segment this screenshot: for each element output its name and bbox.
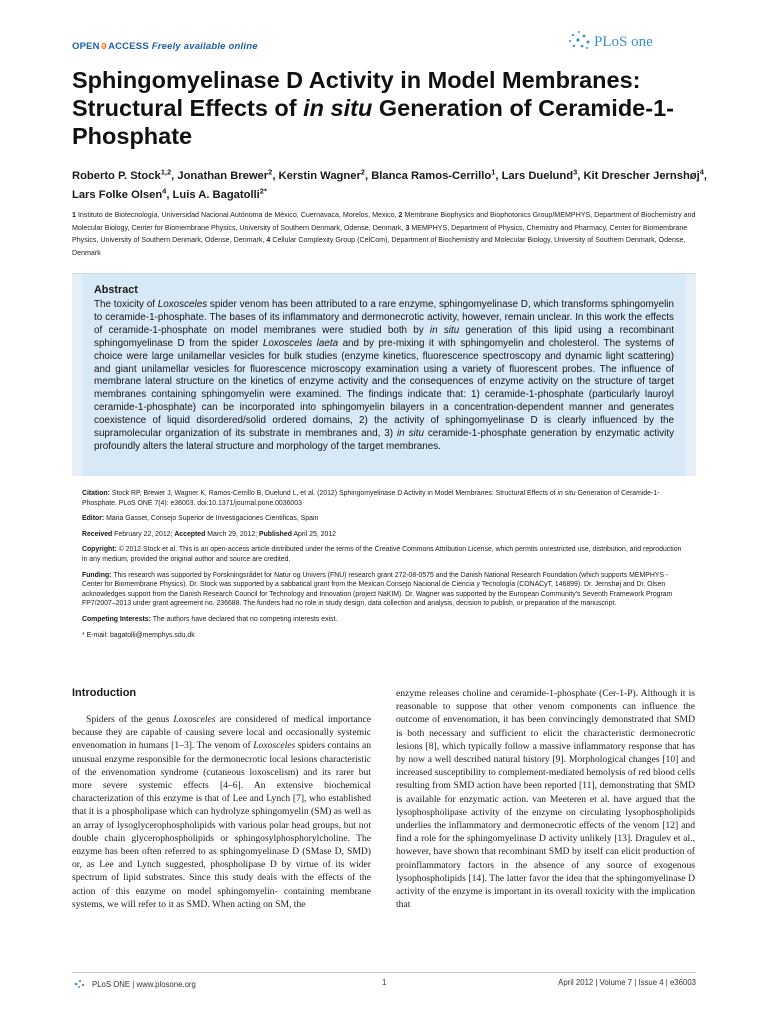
plos-mini-logo-icon [72,978,88,990]
svg-text:PLoS one: PLoS one [594,34,653,50]
competing-interests: Competing Interests: The authors have declared that no competing interests exist. [82,615,338,623]
abstract-heading: Abstract [94,284,138,296]
corresponding-email[interactable]: * E-mail: bagatolli@memphys.sdu.dk [82,631,195,639]
abstract-text: The toxicity of Loxosceles spider venom has been attributed to a rare enzyme, sphingomyelinase D, which transforms sphingomyelin to ceramide-1-phosphate. The bases of its inflammatory and dermonecrotic activity, however, remain unclear. In this work the effects of ceramide-1-phosphate on model membranes were studied both by in situ generation of this lipid using a recombinant sphingomyelinase D from the spider Loxosceles laeta and by pre-mixing it with sphingomyelin and cholesterol. The systems of choice were large unilamellar vesicles for bulk studies (enzyme kinetics, fluorescence spectroscopy and dynamic light scattering) and giant unilamellar vesicles for fluorescence microscopy examination using a variety of fluorescent probes. The influence of membrane lateral structure on the kinetics of enzyme activity and the consequences of enzyme activity on the structure of target membranes containing sphingomyelin were examined. The findings indicate that: 1) ceramide-1-phosphate (particularly lauroyl ceramide-1-phosphate) can be incorporated into sphingomyelin bilayers in a concentration-dependent manner and generates coexistence of liquid disordered/solid ordered domains, 2) the activity of sphingomyelinase D is clearly influenced by the supramolecular organization of its substrate in membranes and, 3) in situ ceramide-1-phosphate generation by enzymatic activity profoundly alters the lateral structure and morphology of the target membranes. [94,299,675,452]
footer-divider [72,972,696,973]
abstract-box [72,273,696,646]
open-access-banner [72,40,258,52]
footer-journal [72,978,196,990]
plos-one-logo [560,26,710,58]
dates: Received February 22, 2012; Accepted March 29, 2012; Published April 25, 2012 [82,530,336,538]
article-title [72,66,712,150]
introduction-heading: Introduction [72,687,137,699]
freely-available-label: Freely available online [151,41,258,52]
citation: Citation: Stock RP, Brewer J, Wagner K, Ramos-Cerrillo B, Duelund L, et al. (2012) Sphingomyelinase D Activity in Model Membranes: Structural Effects of in situ Generation of Ceramide-1-Phosphate. PLoS ONE 7(4): e36003. doi:10.1371/journal.pone.0036003 [82,490,660,507]
editor: Editor: Maria Gasset, Consejo Superior de Investigaciones Cientificas, Spain [82,515,319,523]
page-number: 1 [382,978,387,987]
body-column-left: Spiders of the genus Loxosceles are considered of medical importance because they are capable of causing severe local and occasionally systemic envenomation in humans [1–3]. The venom of Loxosceles spiders contains an unusual enzyme responsible for the dermonecrotic local lesions characteristic of the envenomation syndrome (cutaneous loxoscelism) and its rarer but more severe systemic effects [4–6]. An extensive biochemical characterization of this enzyme is that of Lee and Lynch [7], who established that it is a phospholipase which can hydrolyze sphingomyelin (SM) as well as an array of lysoglycerophospholipids with various polar head groups, but not double chain glycerophospholipids or sphingosylphosphorylcholine. The enzyme has been often referred to as sphingomyelinase D (SMase D, SMD) or, as Lee and Lynch suggested, phospholipase D by virtue of its wider spectrum of lipid substrates. Since this study deals with the effects of the action of this enzyme on model sphingomyelin- containing membrane systems, we will refer to it as SMD. When acting on SM, the [72,714,372,910]
title-line-3: Phosphate [72,123,193,149]
open-lock-icon: ə [100,40,108,52]
access-label: ACCESS [108,41,149,52]
title-line-1: Sphingomyelinase D Activity in Model Membranes: [72,67,641,93]
article-metadata [72,476,696,647]
journal-website-link[interactable]: PLoS ONE | www.plosone.org [92,979,196,989]
open-label: OPEN [72,41,100,52]
affiliations: 1 Instituto de Biotecnología, Universidad Nacional Autónoma de México, Cuernavaca, Morelos, Mexico, 2 Membrane Biophysics and Biophotonics Group/MEMPHYS, Department of Biochemistry and Molecular Biology, Center for Biomembrane Physics, University of Southern Denmark, Odense, Denmark, 3 MEMPHYS, Department of Physics, Chemistry and Pharmacy, Center for Biomembrane Physics, University of Southern Denmark, Odense, Denmark, 4 Cellular Complexity Group (CelCom), Department of Biochemistry and Molecular Biology, University of Southern Denmark, Odense, Denmark [72,211,696,257]
funding: Funding: This research was supported by Forskningsrådet for Natur og Univers (FNU) research grant 272-08-0575 and the Danish National Research Foundation (which supports MEMPHYS - Center for Biomembrane Physics). Dr. Stock was supported by a sabbatical grant from the Mexican Consejo Nacional de Ciencia y Tecnología (CONACyT, 146899). Dr. Jernshøj and Dr. Olsen acknowledges support from the Danish Research Council for Technology and Innovation (project NaKIM). Dr. Wagner was supported by the European Community's Seventh Framework Program FP7/2007–2013 under grant agreement no. 236688. The funders had no role in study design, data collection and analysis, decision to publish, or preparation of the manuscript. [82,571,673,608]
journal-header [72,36,710,56]
author-list: Roberto P. Stock$^{1,2}$, Jonathan Brewer$^2$, Kerstin Wagner$^2$, Blanca Ramos-Cerrillo$^1$, Lars Duelund$^3$, Kit Drescher Jernshøj$^4$, Lars Folke Olsen$^4$, Luis A. Bagatolli$^{2*}$ [72,167,708,201]
footer-issue-info: April 2012 | Volume 7 | Issue 4 | e36003 [558,978,696,987]
copyright: Copyright: © 2012 Stock et al. This is an open-access article distributed under the terms of the Creative Commons Attribution License, which permits unrestricted use, distribution, and reproduction in any medium, provided the original author and source are credited. [82,546,682,563]
title-line-2: Structural Effects of in situ Generation of Ceramide-1- [72,95,674,121]
body-column-right: enzyme releases choline and ceramide-1-phosphate (Cer-1-P). Although it is reasonable to suppose that other venom components can influence the outcome of envenomation, it has been convincingly demonstrated that SMD is both necessary and sufficient to elicit the characteristic dermonecrotic lesions [8], which typically follow a massive inflammatory response that has by now a well described natural history [9]. Morphological changes [10] and increased susceptibility to complement-mediated hemolysis of red blood cells resulting from SMD action have been reported [11], demonstrating that SMD is available for enzymatic action. van Meeteren et al. have argued that the lysophospholipase activity of the enzyme on circulating lysophospholipids underlies the inflammatory and dermonecrotic effects of the venom [12] and find a role for the sphingomyelinase D activity unlikely [13]. Dragulev et al., however, have shown that recombinant SMD by itself can elicit production of proinflammatory factors in the absence of any source of exogenous lysophospholipids [14]. The latter favor the idea that the sphingomyelinase D activity of the enzyme is important in its overall toxicity with the implication that [396,688,695,911]
